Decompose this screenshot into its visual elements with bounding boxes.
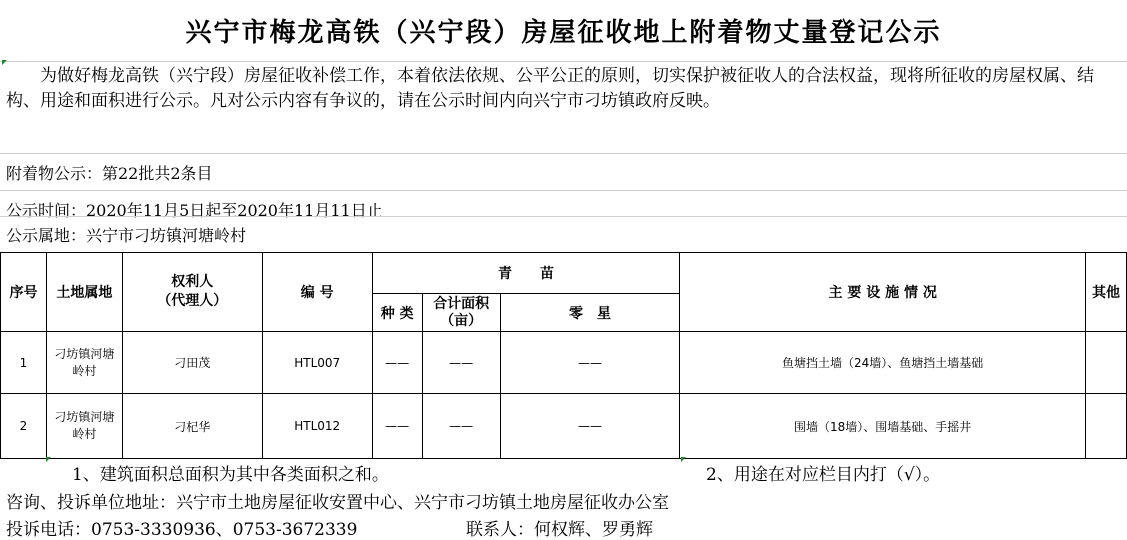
contact-phone: 投诉电话：0753-3330936、0753-3672339 xyxy=(6,520,358,540)
cell-owner: 刁杞华 xyxy=(122,394,262,459)
cell-marker-icon xyxy=(46,457,51,462)
cell-owner: 刁田茂 xyxy=(122,332,262,394)
cell-area: —— xyxy=(422,332,500,394)
header-seq: 序号 xyxy=(1,253,47,332)
cell-code: HTL007 xyxy=(262,332,372,394)
header-area: 合计面积 （亩） xyxy=(422,294,500,332)
footnote-usage: 2、用途在对应栏目内打（√）。 xyxy=(706,464,941,485)
table-row xyxy=(1,394,1127,459)
period-info: 公示时间：2020年11月5日起至2020年11月11日止 xyxy=(0,190,1127,227)
intro-paragraph: 为做好梅龙高铁（兴宁段）房屋征收补偿工作，本着依法依规、公平公正的原则，切实保护被征收人的合法权益，现将所征收的房屋权属、结构、用途和面积进行公示。凡对公示内容有争议的，请在公示时间内向兴宁市刁坊镇政府反映。 xyxy=(6,66,1094,111)
header-facilities: 主 要 设 施 情 况 xyxy=(680,253,1086,332)
header-owner: 权利人 （代理人） xyxy=(122,253,262,332)
cell-facilities: 围墙（18墙）、围墙基础、手摇井 xyxy=(680,394,1086,459)
header-land: 土地属地 xyxy=(46,253,122,332)
footnote-area: 1、建筑面积总面积为其中各类面积之和。 xyxy=(72,464,389,485)
cell-land: 刁坊镇河塘岭村 xyxy=(46,394,122,459)
cell-land: 刁坊镇河塘岭村 xyxy=(46,332,122,394)
header-crops: 青 苗 xyxy=(372,253,680,294)
cell-other xyxy=(1085,332,1126,394)
batch-info: 附着物公示：第22批共2条目 xyxy=(0,153,1127,190)
cell-scattered: —— xyxy=(500,332,680,394)
cell-code: HTL012 xyxy=(262,394,372,459)
header-other: 其他 xyxy=(1085,253,1126,332)
cell-kind: —— xyxy=(372,332,422,394)
cell-area: —— xyxy=(422,394,500,459)
table-row xyxy=(1,332,1127,394)
cell-other xyxy=(1085,394,1126,459)
cell-scattered: —— xyxy=(500,394,680,459)
cell-kind: —— xyxy=(372,394,422,459)
header-kind: 种 类 xyxy=(372,294,422,332)
cell-seq: 1 xyxy=(1,332,47,394)
page-title: 兴宁市梅龙高铁（兴宁段）房屋征收地上附着物丈量登记公示 xyxy=(0,0,1127,62)
header-code: 编 号 xyxy=(262,253,372,332)
registration-table xyxy=(0,252,1127,459)
header-scattered: 零 星 xyxy=(500,294,680,332)
cell-facilities: 鱼塘挡土墙（24墙）、鱼塘挡土墙基础 xyxy=(680,332,1086,394)
contact-person: 联系人：何权辉、罗勇辉 xyxy=(466,520,653,540)
location-info: 公示属地：兴宁市刁坊镇河塘岭村 xyxy=(0,216,1127,252)
contact-address: 咨询、投诉单位地址：兴宁市土地房屋征收安置中心、兴宁市刁坊镇土地房屋征收办公室 xyxy=(6,493,669,513)
cell-marker-icon xyxy=(681,457,686,462)
cell-seq: 2 xyxy=(1,394,47,459)
